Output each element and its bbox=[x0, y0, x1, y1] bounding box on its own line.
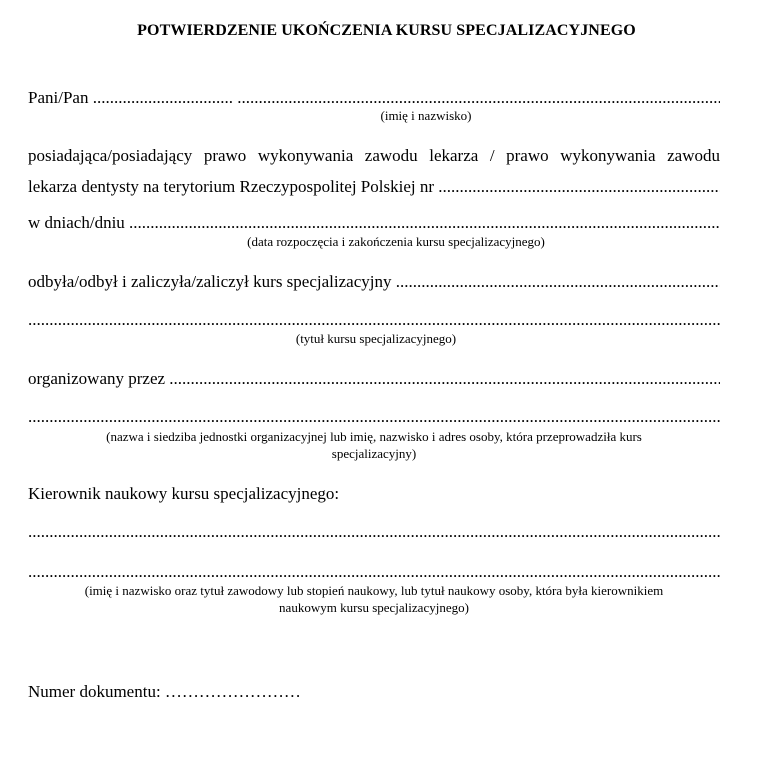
organizer-field-line[interactable] bbox=[28, 369, 720, 389]
dates-caption: (data rozpoczęcia i zakończenia kursu specjalizacyjnego) bbox=[247, 234, 545, 249]
course-title-line[interactable] bbox=[28, 310, 720, 330]
license-number-line[interactable] bbox=[28, 177, 720, 197]
organizer-detail-line[interactable] bbox=[28, 407, 720, 427]
supervisor-line2[interactable] bbox=[28, 562, 720, 582]
name-caption: (imię i nazwisko) bbox=[380, 108, 472, 123]
license-text-line1: posiadająca/posiadający prawo wykonywania zawodu lekarza / prawo wykonywania zawodu bbox=[28, 146, 720, 165]
name-field-line[interactable] bbox=[28, 88, 720, 108]
document-number-field[interactable]: Numer dokumentu: …………………… bbox=[28, 682, 301, 701]
organizer-caption-line1: (nazwa i siedziba jednostki organizacyjnej lub imię, nazwisko i adres osoby, która przeprowadziła kurs bbox=[106, 429, 642, 444]
supervisor-caption-line1: (imię i nazwisko oraz tytuł zawodowy lub stopień naukowy, lub tytuł naukowy osoby, która była kierownikiem bbox=[84, 583, 664, 598]
organizer-field-label: organizowany przez bbox=[28, 369, 166, 388]
course-title-caption: (tytuł kursu specjalizacyjnego) bbox=[295, 331, 457, 346]
document-title: POTWIERDZENIE UKOŃCZENIA KURSU SPECJALIZACYJNEGO bbox=[137, 22, 636, 39]
supervisor-line1[interactable] bbox=[28, 522, 720, 542]
supervisor-caption-line2: naukowym kursu specjalizacyjnego) bbox=[279, 600, 469, 615]
supervisor-label: Kierownik naukowy kursu specjalizacyjnego: bbox=[28, 484, 340, 503]
name-field-label: Pani/Pan ................................. bbox=[28, 88, 238, 107]
course-field-line[interactable] bbox=[28, 272, 720, 292]
dates-field-label: w dniach/dniu bbox=[28, 213, 125, 232]
course-field-label: odbyła/odbył i zaliczyła/zaliczył kurs specjalizacyjny bbox=[28, 272, 392, 291]
dates-field-line[interactable] bbox=[28, 213, 720, 233]
license-text-line2: lekarza dentysty na terytorium Rzeczypospolitej Polskiej nr bbox=[28, 177, 434, 196]
organizer-caption-line2: specjalizacyjny) bbox=[331, 446, 417, 461]
